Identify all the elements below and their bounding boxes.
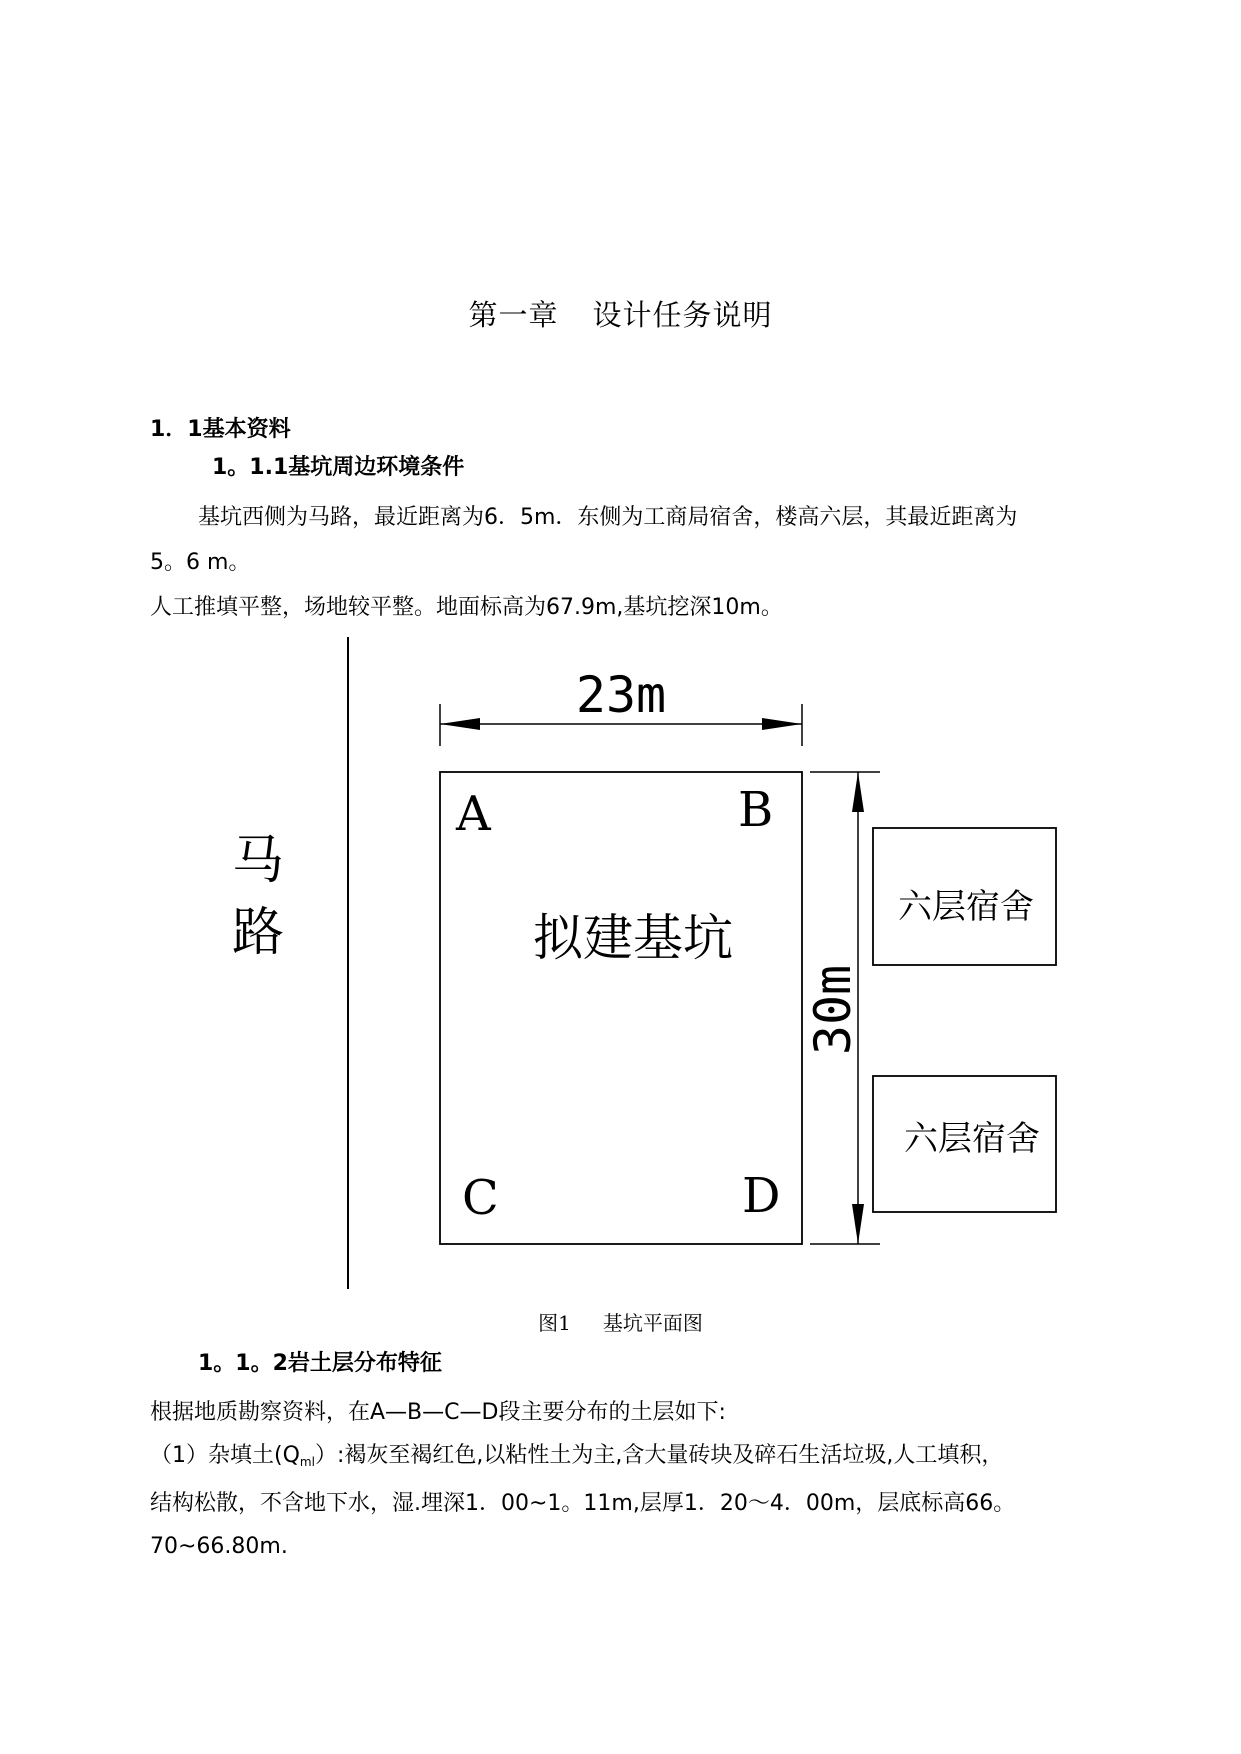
paragraph-line: 人工推填平整，场地较平整。地面标高为67.9m,基坑挖深10m。 [150,595,783,620]
paragraph-line: 5。6 m。 [150,550,251,575]
pit-label: 拟建基坑 [533,909,733,967]
corner-label-a: A [456,786,491,842]
layer-description: ）:褐灰至褐红色,以粘性土为主,含大量砖块及碎石生活垃圾,人工填积， [314,1443,1004,1468]
figure-title: 基坑平面图 [602,1311,703,1335]
layer-prefix: （1）杂填土(Q [150,1443,300,1468]
layer-subscript: ml [299,1455,315,1469]
height-dimension-label: 30m [804,964,862,1056]
paragraph-line [150,1438,1003,1469]
paragraph-line: 70~66.80m. [150,1534,288,1559]
paragraph-line: 基坑西侧为马路，最近距离为6．5m．东侧为工商局宿舍，楼高六层，其最近距离为 [198,505,1018,530]
road-label-bottom: 路 [231,903,285,963]
width-dimension-label: 23m [575,666,667,724]
paragraph-line: 根据地质勘察资料，在A—B—C—D段主要分布的土层如下: [150,1400,726,1425]
dormitory-label: 六层宿舍 [904,1119,1040,1159]
corner-label-c: C [462,1170,499,1226]
corner-label-b: B [738,782,774,838]
dormitory-label: 六层宿舍 [898,887,1034,927]
paragraph-line: 结构松散，不含地下水，湿.埋深1．00~1。11m,层厚1．20～4．00m，层底标高66。 [150,1491,1016,1516]
section-heading-1-1: 1．1基本资料 [150,417,291,442]
section-heading-1-1-2: 1。1。2岩土层分布特征 [198,1351,442,1376]
chapter-name: 设计任务说明 [592,298,773,332]
section-heading-1-1-1: 1。1.1基坑周边环境条件 [212,455,465,480]
corner-label-d: D [742,1168,781,1224]
chapter-number: 第一章 [468,298,559,332]
figure-number: 图1 [538,1311,571,1335]
figure-caption [0,1307,1241,1336]
road-label-top: 马 [231,831,285,891]
